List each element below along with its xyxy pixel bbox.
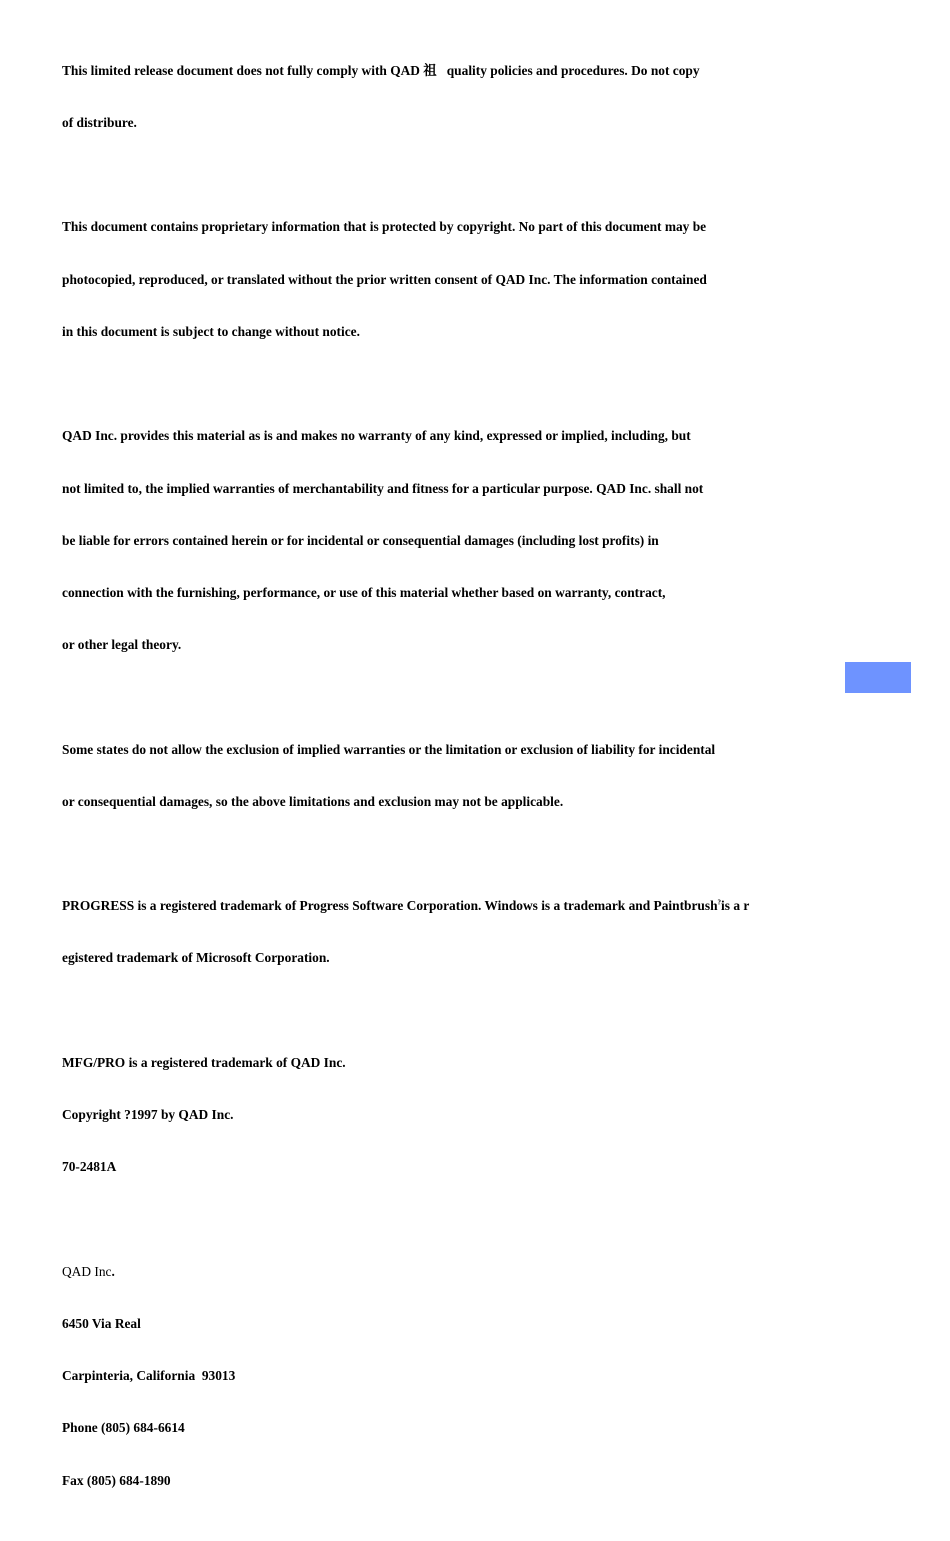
phone-number: Phone (805) 684-6614 — [62, 1420, 185, 1436]
document-number: 70-2481A — [62, 1159, 117, 1175]
states-line-1: Some states do not allow the exclusion of implied warranties or the limitation or exclusion of liability for incidental — [62, 741, 716, 757]
copyright-line-2: photocopied, reproduced, or translated without the prior written consent of QAD Inc. The information contained — [62, 271, 707, 287]
document-body — [62, 27, 822, 1541]
city-state-zip: Carpinteria, California 93013 — [62, 1368, 236, 1384]
copyright-year: Copyright ?1997 by QAD Inc. — [62, 1107, 234, 1123]
warranty-line-3: be liable for errors contained herein or for incidental or consequential damages (including lost profits) in — [62, 532, 659, 548]
trademark-line-1-end: is a r — [721, 898, 750, 914]
company-address — [62, 1228, 822, 1524]
state-exclusion-notice — [62, 706, 822, 845]
copyright-notice — [62, 184, 822, 375]
company-name-suffix: . — [111, 1263, 115, 1279]
notice-line-2: of distribure. — [62, 115, 137, 131]
page-nav-button[interactable] — [845, 662, 911, 693]
trademark-notice — [62, 862, 822, 1001]
warranty-line-2: not limited to, the implied warranties of merchantability and fitness for a particular purpose. QAD Inc. shall not — [62, 480, 704, 496]
company-name — [62, 1263, 822, 1280]
notice-line-1: This limited release document does not fully comply with QAD 祖 quality policies and procedures. Do not copy — [62, 62, 700, 78]
warranty-line-5: or other legal theory. — [62, 637, 182, 653]
trademark-line-1 — [62, 897, 822, 914]
copyright-line-3: in this document is subject to change without notice. — [62, 323, 360, 339]
company-name-text: QAD Inc — [62, 1263, 112, 1279]
trademark-symbol: ? — [717, 898, 722, 907]
trademark-line-2: egistered trademark of Microsoft Corporation. — [62, 950, 330, 966]
copyright-line-1: This document contains proprietary information that is protected by copyright. No part of this document may be — [62, 219, 707, 235]
mfgpro-trademark: MFG/PRO is a registered trademark of QAD Inc. — [62, 1054, 346, 1070]
warranty-line-1: QAD Inc. provides this material as is and makes no warranty of any kind, expressed or implied, including, but — [62, 428, 691, 444]
limited-release-notice — [62, 27, 822, 166]
fax-number: Fax (805) 684-1890 — [62, 1472, 171, 1488]
warranty-disclaimer — [62, 393, 822, 689]
trademark-line-1-text: PROGRESS is a registered trademark of Progress Software Corporation. Windows is a trademark and Paintbrush — [62, 898, 718, 914]
street-address: 6450 Via Real — [62, 1315, 141, 1331]
states-line-2: or consequential damages, so the above limitations and exclusion may not be applicable. — [62, 793, 564, 809]
mfgpro-notice — [62, 1019, 822, 1210]
warranty-line-4: connection with the furnishing, performance, or use of this material whether based on warranty, contract, — [62, 584, 666, 600]
